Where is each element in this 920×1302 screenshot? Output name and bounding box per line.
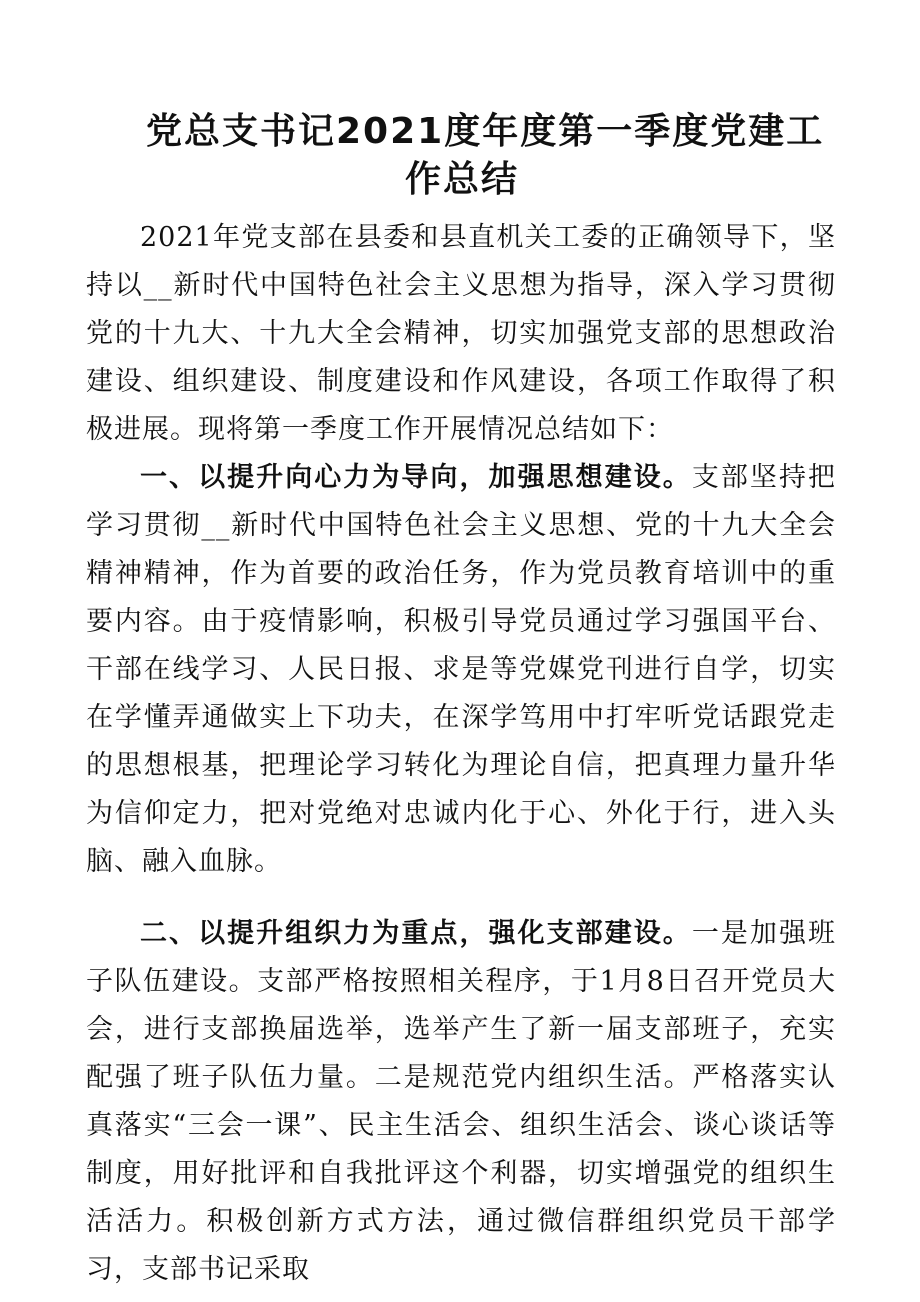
section-heading: 二、以提升组织力为重点，强化支部建设。: [140, 918, 692, 949]
paragraph-section-1: [86, 454, 836, 886]
paragraph-intro: [86, 214, 836, 454]
paragraph-section-2: [86, 910, 836, 1294]
paragraph-text: 支部坚持把学习贯彻__新时代中国特色社会主义思想、党的十九大全会精神精神，作为首要的政治任务，作为党员教育培训中的重要内容。由于疫情影响，积极引导党员通过学习强国平台、干部在线学习、人民日报、求是等党媒党刊进行自学，切实在学懂弄通做实上下功夫，在深学笃用中打牢听党话跟党走的思想根基，把理论学习转化为理论自信，把真理力量升华为信仰定力，把对党绝对忠诚内化于心、外化于行，进入头脑、融入血脉。: [86, 462, 837, 877]
section-heading: 一、以提升向心力为导向，加强思想建设。: [140, 462, 692, 493]
title-line-1: 党总支书记2021度年度第一季度党建工: [146, 111, 825, 152]
paragraph-text: 一是加强班子队伍建设。支部严格按照相关程序，于1月8日召开党员大会，进行支部换届选举，选举产生了新一届支部班子，充实配强了班子队伍力量。二是规范党内组织生活。严格落实认真落实“三会一课”、民主生活会、组织生活会、谈心谈话等制度，用好批评和自我批评这个利器，切实增强党的组织生活活力。积极创新方式方法，通过微信群组织党员干部学习，支部书记采取: [86, 918, 837, 1285]
document-body: [86, 214, 836, 1294]
title-line-2: 作总结: [404, 159, 519, 200]
document-title: [88, 108, 836, 204]
paragraph-text: 2021年党支部在县委和县直机关工委的正确领导下，坚持以__新时代中国特色社会主义思想为指导，深入学习贯彻党的十九大、十九大全会精神，切实加强党支部的思想政治建设、组织建设、制度建设和作风建设，各项工作取得了积极进展。现将第一季度工作开展情况总结如下：: [86, 222, 836, 445]
